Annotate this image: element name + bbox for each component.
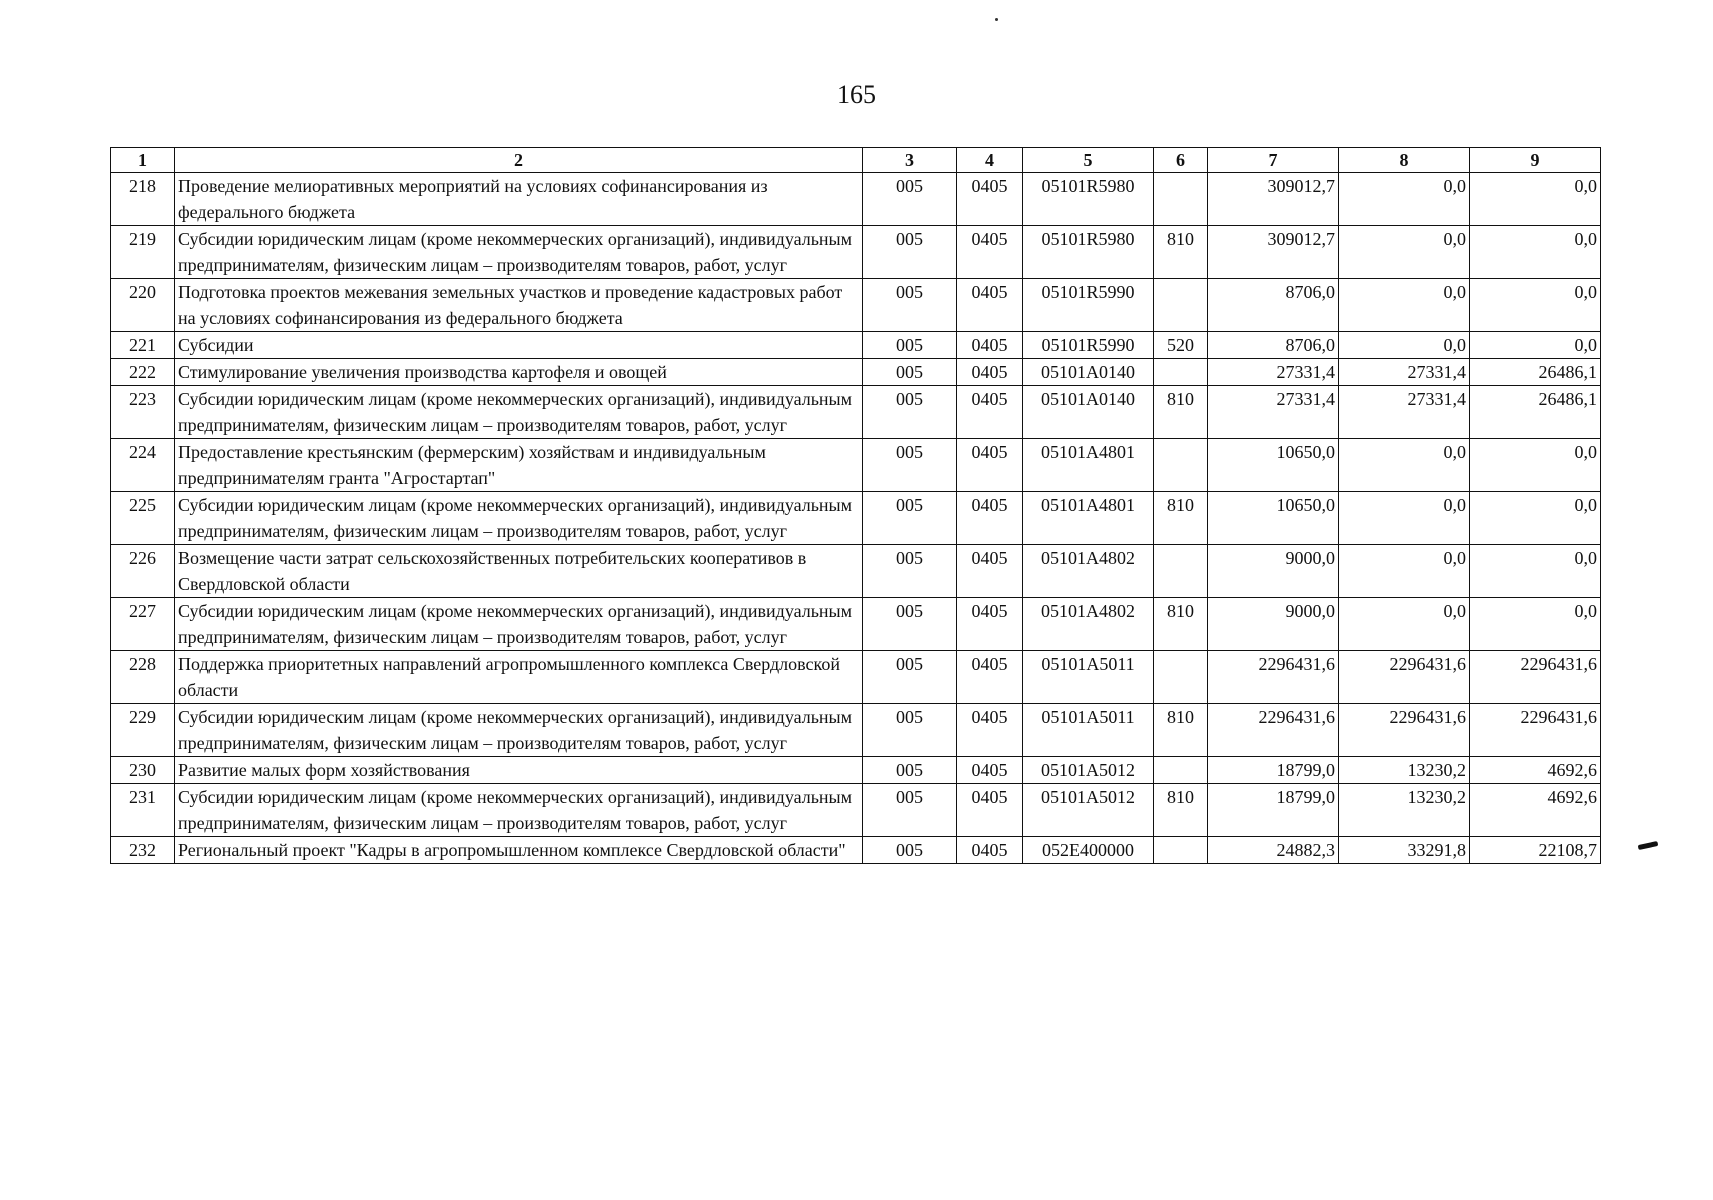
cell-expense-type [1154,279,1208,332]
row-number: 231 [111,784,175,837]
cell-amount-col7: 27331,4 [1208,359,1339,386]
cell-amount-col9: 0,0 [1470,226,1601,279]
cell-section: 0405 [957,757,1023,784]
cell-amount-col9: 26486,1 [1470,386,1601,439]
cell-amount-col7: 309012,7 [1208,173,1339,226]
table-header-row [111,148,1601,173]
row-description: Субсидии юридическим лицам (кроме некоммерческих организаций), индивидуальным предпринимателям, физическим лицам – производителям товаров, работ, услуг [175,784,863,837]
cell-amount-col8: 0,0 [1339,332,1470,359]
budget-table [110,147,1601,864]
column-header: 8 [1339,148,1470,173]
cell-amount-col7: 24882,3 [1208,837,1339,864]
cell-expense-type [1154,651,1208,704]
table-row [111,173,1601,226]
cell-section: 0405 [957,226,1023,279]
cell-chapter: 005 [863,439,957,492]
cell-section: 0405 [957,173,1023,226]
cell-amount-col9: 0,0 [1470,598,1601,651]
cell-target-article: 05101R5990 [1023,332,1154,359]
cell-amount-col8: 2296431,6 [1339,651,1470,704]
table-row [111,598,1601,651]
cell-chapter: 005 [863,545,957,598]
cell-amount-col8: 2296431,6 [1339,704,1470,757]
column-header: 1 [111,148,175,173]
column-header: 6 [1154,148,1208,173]
cell-amount-col7: 2296431,6 [1208,651,1339,704]
cell-amount-col7: 9000,0 [1208,545,1339,598]
cell-amount-col8: 33291,8 [1339,837,1470,864]
column-header: 9 [1470,148,1601,173]
row-description: Стимулирование увеличения производства картофеля и овощей [175,359,863,386]
row-number: 223 [111,386,175,439]
cell-chapter: 005 [863,359,957,386]
row-number: 229 [111,704,175,757]
cell-section: 0405 [957,545,1023,598]
table-row [111,332,1601,359]
cell-amount-col8: 13230,2 [1339,784,1470,837]
table-row [111,439,1601,492]
cell-expense-type: 810 [1154,386,1208,439]
row-description: Подготовка проектов межевания земельных участков и проведение кадастровых работ на условиях софинансирования из федерального бюджета [175,279,863,332]
cell-expense-type: 810 [1154,704,1208,757]
column-header: 2 [175,148,863,173]
cell-chapter: 005 [863,173,957,226]
cell-chapter: 005 [863,784,957,837]
cell-expense-type [1154,837,1208,864]
cell-amount-col8: 27331,4 [1339,386,1470,439]
cell-target-article: 05101A0140 [1023,386,1154,439]
row-number: 222 [111,359,175,386]
column-header: 4 [957,148,1023,173]
cell-expense-type: 810 [1154,598,1208,651]
cell-section: 0405 [957,359,1023,386]
row-description: Проведение мелиоративных мероприятий на условиях софинансирования из федерального бюджета [175,173,863,226]
cell-target-article: 05101A5011 [1023,651,1154,704]
row-number: 225 [111,492,175,545]
table-row [111,226,1601,279]
cell-section: 0405 [957,598,1023,651]
row-number: 224 [111,439,175,492]
column-header: 7 [1208,148,1339,173]
cell-amount-col7: 8706,0 [1208,279,1339,332]
cell-section: 0405 [957,439,1023,492]
cell-section: 0405 [957,837,1023,864]
cell-chapter: 005 [863,651,957,704]
cell-section: 0405 [957,704,1023,757]
cell-chapter: 005 [863,279,957,332]
cell-amount-col7: 18799,0 [1208,757,1339,784]
cell-amount-col8: 0,0 [1339,173,1470,226]
table-row [111,492,1601,545]
cell-amount-col8: 0,0 [1339,492,1470,545]
cell-chapter: 005 [863,386,957,439]
row-description: Возмещение части затрат сельскохозяйственных потребительских кооперативов в Свердловской области [175,545,863,598]
row-description: Региональный проект "Кадры в агропромышленном комплексе Свердловской области" [175,837,863,864]
cell-amount-col7: 2296431,6 [1208,704,1339,757]
row-description: Субсидии [175,332,863,359]
cell-amount-col7: 18799,0 [1208,784,1339,837]
cell-amount-col8: 27331,4 [1339,359,1470,386]
cell-amount-col9: 4692,6 [1470,784,1601,837]
cell-section: 0405 [957,784,1023,837]
cell-amount-col8: 0,0 [1339,279,1470,332]
page-number: 165 [837,80,876,109]
row-description: Субсидии юридическим лицам (кроме некоммерческих организаций), индивидуальным предпринимателям, физическим лицам – производителям товаров, работ, услуг [175,226,863,279]
cell-target-article: 05101A4801 [1023,439,1154,492]
cell-target-article: 052E400000 [1023,837,1154,864]
cell-amount-col9: 0,0 [1470,492,1601,545]
cell-chapter: 005 [863,837,957,864]
cell-target-article: 05101A5011 [1023,704,1154,757]
cell-target-article: 05101R5980 [1023,226,1154,279]
row-number: 230 [111,757,175,784]
cell-target-article: 05101A4802 [1023,545,1154,598]
cell-section: 0405 [957,386,1023,439]
cell-amount-col9: 0,0 [1470,545,1601,598]
cell-target-article: 05101A0140 [1023,359,1154,386]
table-row [111,757,1601,784]
row-description: Субсидии юридическим лицам (кроме некоммерческих организаций), индивидуальным предпринимателям, физическим лицам – производителям товаров, работ, услуг [175,492,863,545]
row-number: 226 [111,545,175,598]
cell-amount-col7: 309012,7 [1208,226,1339,279]
cell-chapter: 005 [863,492,957,545]
cell-target-article: 05101A4802 [1023,598,1154,651]
cell-amount-col7: 8706,0 [1208,332,1339,359]
cell-section: 0405 [957,651,1023,704]
row-number: 219 [111,226,175,279]
cell-chapter: 005 [863,332,957,359]
scan-speck [995,18,998,21]
cell-target-article: 05101R5990 [1023,279,1154,332]
cell-amount-col8: 0,0 [1339,226,1470,279]
cell-amount-col9: 4692,6 [1470,757,1601,784]
margin-pen-mark [1638,841,1659,850]
row-number: 218 [111,173,175,226]
row-number: 232 [111,837,175,864]
row-number: 221 [111,332,175,359]
cell-amount-col9: 22108,7 [1470,837,1601,864]
cell-expense-type: 520 [1154,332,1208,359]
column-header: 5 [1023,148,1154,173]
cell-chapter: 005 [863,226,957,279]
cell-expense-type: 810 [1154,784,1208,837]
cell-target-article: 05101A5012 [1023,784,1154,837]
row-description: Развитие малых форм хозяйствования [175,757,863,784]
cell-amount-col9: 2296431,6 [1470,704,1601,757]
cell-amount-col8: 0,0 [1339,439,1470,492]
row-description: Субсидии юридическим лицам (кроме некоммерческих организаций), индивидуальным предпринимателям, физическим лицам – производителям товаров, работ, услуг [175,704,863,757]
cell-amount-col8: 13230,2 [1339,757,1470,784]
cell-amount-col7: 10650,0 [1208,492,1339,545]
cell-expense-type [1154,173,1208,226]
table-row [111,545,1601,598]
cell-section: 0405 [957,279,1023,332]
cell-amount-col9: 0,0 [1470,279,1601,332]
cell-section: 0405 [957,492,1023,545]
cell-amount-col9: 0,0 [1470,173,1601,226]
cell-chapter: 005 [863,757,957,784]
row-number: 220 [111,279,175,332]
cell-expense-type [1154,757,1208,784]
cell-amount-col7: 27331,4 [1208,386,1339,439]
table-row [111,359,1601,386]
column-header: 3 [863,148,957,173]
cell-expense-type [1154,545,1208,598]
cell-amount-col9: 26486,1 [1470,359,1601,386]
row-number: 227 [111,598,175,651]
cell-amount-col9: 0,0 [1470,332,1601,359]
table-body [111,173,1601,864]
cell-chapter: 005 [863,704,957,757]
row-number: 228 [111,651,175,704]
row-description: Предоставление крестьянским (фермерским) хозяйствам и индивидуальным предпринимателям гранта "Агростартап" [175,439,863,492]
row-description: Поддержка приоритетных направлений агропромышленного комплекса Свердловской области [175,651,863,704]
cell-expense-type: 810 [1154,226,1208,279]
cell-section: 0405 [957,332,1023,359]
cell-amount-col7: 10650,0 [1208,439,1339,492]
cell-target-article: 05101A4801 [1023,492,1154,545]
cell-target-article: 05101A5012 [1023,757,1154,784]
cell-amount-col9: 2296431,6 [1470,651,1601,704]
row-description: Субсидии юридическим лицам (кроме некоммерческих организаций), индивидуальным предпринимателям, физическим лицам – производителям товаров, работ, услуг [175,598,863,651]
cell-expense-type [1154,439,1208,492]
table-row [111,704,1601,757]
cell-expense-type: 810 [1154,492,1208,545]
cell-target-article: 05101R5980 [1023,173,1154,226]
table-row [111,651,1601,704]
cell-expense-type [1154,359,1208,386]
cell-amount-col8: 0,0 [1339,598,1470,651]
table-row [111,279,1601,332]
cell-amount-col8: 0,0 [1339,545,1470,598]
table-row [111,784,1601,837]
table-row [111,386,1601,439]
table-row [111,837,1601,864]
cell-chapter: 005 [863,598,957,651]
cell-amount-col7: 9000,0 [1208,598,1339,651]
cell-amount-col9: 0,0 [1470,439,1601,492]
row-description: Субсидии юридическим лицам (кроме некоммерческих организаций), индивидуальным предпринимателям, физическим лицам – производителям товаров, работ, услуг [175,386,863,439]
